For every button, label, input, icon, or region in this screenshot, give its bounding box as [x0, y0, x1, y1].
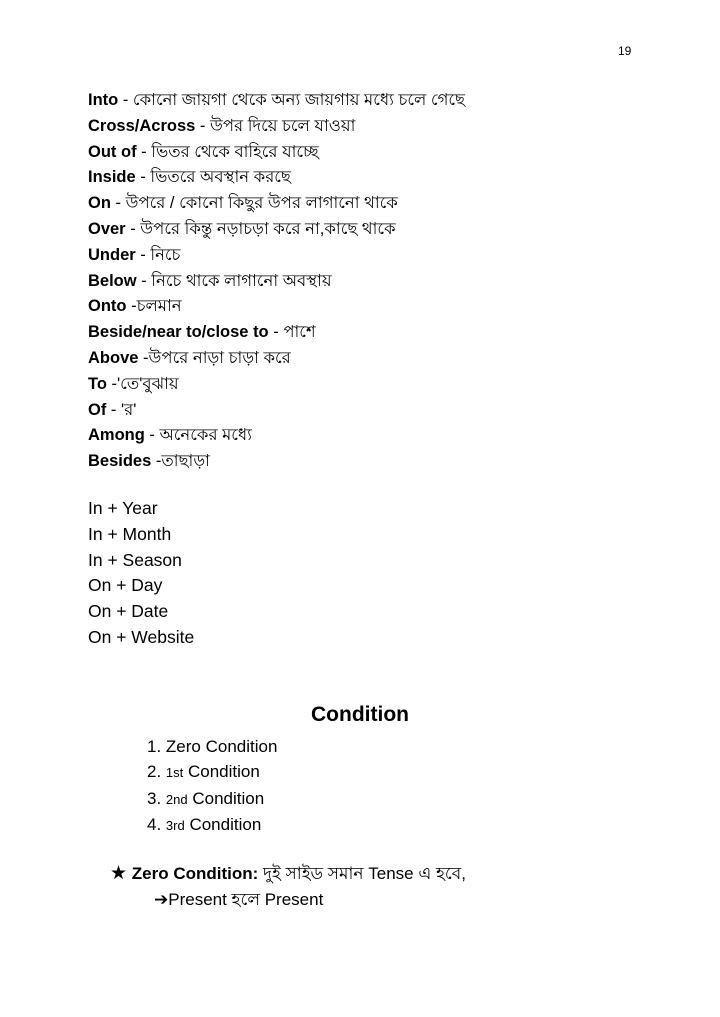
- preposition-list: [88, 88, 465, 475]
- preposition-meaning: উপরে নাড়া চাড়া করে: [148, 348, 291, 367]
- separator: -: [144, 426, 160, 445]
- preposition-item: [88, 140, 465, 166]
- arrow-right-icon: ➔: [154, 890, 169, 909]
- condition-list: [147, 734, 277, 838]
- preposition-term: Beside/near to/close to: [88, 323, 269, 342]
- zero-condition-line: [110, 861, 466, 889]
- preposition-item: [88, 243, 465, 269]
- star-icon: ★: [110, 863, 128, 884]
- preposition-meaning: ভিতর থেকে বাহিরে যাচ্ছে: [151, 142, 319, 161]
- separator: -: [125, 219, 141, 238]
- preposition-meaning: নিচে: [150, 245, 181, 264]
- preposition-item: [88, 269, 465, 295]
- section-title: Condition: [311, 703, 409, 726]
- condition-item: [147, 812, 277, 838]
- separator: -: [138, 348, 149, 367]
- preposition-item: [88, 423, 465, 449]
- item-ordinal: 1st: [165, 765, 184, 781]
- preposition-item: [88, 372, 465, 398]
- preposition-item: [88, 346, 465, 372]
- preposition-term: Over: [88, 219, 126, 238]
- condition-item: [147, 759, 277, 785]
- item-number: 2.: [147, 762, 162, 782]
- preposition-term: Above: [88, 348, 139, 367]
- zero-condition-text: দুই সাইড সমান Tense এ হবে,: [258, 864, 466, 883]
- preposition-meaning: কোনো জায়গা থেকে অন্য জায়গায় মধ্যে চলে গেছে: [132, 91, 466, 109]
- preposition-item: [88, 88, 465, 114]
- rule-text: Present হলে Present: [168, 890, 324, 909]
- preposition-meaning: অনেকের মধ্যে: [159, 426, 252, 445]
- page-number: 19: [618, 44, 632, 58]
- preposition-meaning: 'তে'বুঝায়: [117, 374, 179, 393]
- condition-item: [147, 786, 277, 812]
- list-item: In + Season: [88, 549, 182, 570]
- item-ordinal: 2nd: [165, 791, 188, 807]
- item-number: 3.: [147, 788, 162, 808]
- separator: -: [136, 142, 152, 161]
- preposition-term: Into: [88, 91, 119, 109]
- separator: -: [135, 168, 151, 187]
- separator: -: [106, 400, 122, 419]
- separator: -: [151, 452, 162, 471]
- list-item: On + Website: [88, 626, 195, 647]
- preposition-meaning: চলমান: [136, 297, 182, 316]
- separator: -: [126, 297, 137, 316]
- preposition-term: Out of: [88, 142, 137, 161]
- separator: -: [136, 271, 152, 290]
- condition-item: [147, 734, 277, 759]
- preposition-item: [88, 449, 465, 475]
- list-item: On + Day: [88, 575, 163, 596]
- item-label: Condition: [192, 788, 265, 808]
- zero-condition-heading: Zero Condition:: [131, 864, 259, 883]
- preposition-term: Inside: [88, 168, 136, 187]
- separator: -: [135, 245, 151, 264]
- preposition-term: Among: [88, 426, 145, 445]
- preposition-meaning: ভিতরে অবস্থান করছে: [150, 168, 291, 187]
- separator: -: [110, 194, 126, 213]
- preposition-meaning: উপর দিয়ে চলে যাওয়া: [209, 116, 356, 135]
- preposition-item: [88, 191, 465, 217]
- preposition-item: [88, 398, 465, 424]
- list-item: In + Month: [88, 523, 172, 544]
- preposition-term: Of: [88, 400, 107, 419]
- separator: -: [118, 91, 133, 109]
- separator: -: [195, 116, 210, 135]
- preposition-meaning: তাছাড়া: [161, 452, 210, 471]
- item-label: Condition: [189, 814, 262, 834]
- preposition-meaning: নিচে থাকে লাগানো অবস্থায়: [151, 271, 332, 290]
- item-number: 4.: [147, 814, 162, 834]
- preposition-item: [88, 165, 465, 191]
- separator: -: [106, 374, 118, 393]
- preposition-term: To: [88, 374, 107, 393]
- preposition-term: Besides: [88, 452, 152, 471]
- preposition-term: On: [88, 194, 111, 213]
- list-item: On + Date: [88, 601, 169, 622]
- preposition-item: [88, 294, 465, 320]
- preposition-term: Under: [88, 245, 136, 264]
- list-item: In + Year: [88, 498, 158, 518]
- preposition-meaning: পাশে: [283, 323, 316, 342]
- preposition-meaning: উপরে / কোনো কিছুর উপর লাগানো থাকে: [125, 194, 398, 213]
- preposition-term: Below: [88, 271, 137, 290]
- preposition-term: Onto: [88, 297, 127, 316]
- preposition-item: [88, 320, 465, 346]
- separator: -: [268, 323, 284, 342]
- item-ordinal: 3rd: [165, 817, 185, 833]
- zero-condition-rule: [154, 887, 323, 915]
- preposition-meaning: উপরে কিন্তু নড়াচড়া করে না,কাছে থাকে: [140, 219, 396, 238]
- time-preposition-list: [88, 496, 194, 651]
- item-number: 1.: [147, 737, 162, 756]
- item-label: Zero Condition: [165, 737, 278, 756]
- preposition-meaning: 'র': [121, 400, 137, 419]
- item-label: Condition: [188, 762, 260, 782]
- preposition-term: Cross/Across: [88, 116, 196, 135]
- preposition-item: [88, 217, 465, 243]
- preposition-item: [88, 114, 465, 140]
